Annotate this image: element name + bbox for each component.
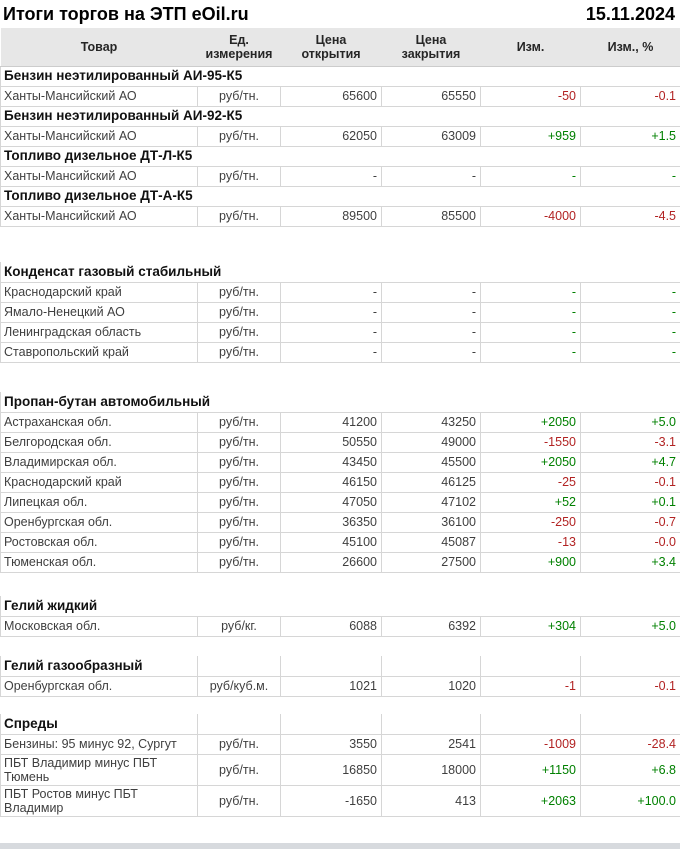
column-header: Изм. bbox=[481, 28, 581, 66]
change-cell: -250 bbox=[481, 512, 581, 532]
table-row bbox=[1, 342, 680, 362]
close-price-cell: - bbox=[382, 322, 481, 342]
unit-cell: руб/тн. bbox=[198, 412, 281, 432]
unit-cell: руб/тн. bbox=[198, 166, 281, 186]
table-row bbox=[1, 126, 680, 146]
spacer-cell bbox=[1, 226, 680, 262]
change-pct-cell: -0.1 bbox=[581, 676, 680, 696]
close-price-cell: 18000 bbox=[382, 754, 481, 785]
close-price-cell: - bbox=[382, 166, 481, 186]
product-cell: Ханты-Мансийский АО bbox=[1, 86, 198, 106]
change-cell: +900 bbox=[481, 552, 581, 572]
change-pct-cell: +1.5 bbox=[581, 126, 680, 146]
product-cell: Краснодарский край bbox=[1, 282, 198, 302]
section-row bbox=[1, 596, 680, 616]
section-row bbox=[1, 66, 680, 86]
change-cell: +304 bbox=[481, 616, 581, 636]
unit-cell: руб/тн. bbox=[198, 452, 281, 472]
unit-cell: руб/тн. bbox=[198, 86, 281, 106]
section-empty-cell bbox=[382, 714, 481, 734]
section-label: Бензин неэтилированный АИ-95-К5 bbox=[1, 66, 680, 86]
open-price-cell: 50550 bbox=[281, 432, 382, 452]
section-label: Конденсат газовый стабильный bbox=[1, 262, 680, 282]
table-row bbox=[1, 532, 680, 552]
product-cell: Оренбургская обл. bbox=[1, 512, 198, 532]
product-cell: Бензины: 95 минус 92, Сургут bbox=[1, 734, 198, 754]
section-empty-cell bbox=[281, 656, 382, 676]
open-price-cell: 46150 bbox=[281, 472, 382, 492]
spacer-cell bbox=[1, 636, 680, 656]
change-pct-cell: +5.0 bbox=[581, 616, 680, 636]
titlebar bbox=[0, 0, 680, 28]
open-price-cell: 1021 bbox=[281, 676, 382, 696]
close-price-cell: - bbox=[382, 302, 481, 322]
product-cell: Ямало-Ненецкий АО bbox=[1, 302, 198, 322]
unit-cell: руб/тн. bbox=[198, 126, 281, 146]
change-cell: - bbox=[481, 166, 581, 186]
column-header: Ед. измерения bbox=[198, 28, 281, 66]
product-cell: Ханты-Мансийский АО bbox=[1, 206, 198, 226]
change-cell: -25 bbox=[481, 472, 581, 492]
change-cell: -1550 bbox=[481, 432, 581, 452]
change-pct-cell: +3.4 bbox=[581, 552, 680, 572]
change-pct-cell: - bbox=[581, 166, 680, 186]
unit-cell: руб/кг. bbox=[198, 616, 281, 636]
product-cell: Липецкая обл. bbox=[1, 492, 198, 512]
product-cell: Московская обл. bbox=[1, 616, 198, 636]
table-row bbox=[1, 734, 680, 754]
section-empty-cell bbox=[481, 656, 581, 676]
change-pct-cell: -0.1 bbox=[581, 472, 680, 492]
section-label: Топливо дизельное ДТ-А-К5 bbox=[1, 186, 680, 206]
results-table bbox=[0, 28, 680, 817]
header-row bbox=[1, 28, 680, 66]
open-price-cell: 45100 bbox=[281, 532, 382, 552]
unit-cell: руб/тн. bbox=[198, 785, 281, 816]
table-row bbox=[1, 616, 680, 636]
column-header: Изм., % bbox=[581, 28, 680, 66]
open-price-cell: 16850 bbox=[281, 754, 382, 785]
page-title: Итоги торгов на ЭТП eOil.ru bbox=[3, 4, 249, 24]
close-price-cell: 45087 bbox=[382, 532, 481, 552]
column-header: Цена закрытия bbox=[382, 28, 481, 66]
section-row bbox=[1, 186, 680, 206]
section-empty-cell bbox=[581, 656, 680, 676]
spacer-cell bbox=[1, 572, 680, 596]
change-cell: - bbox=[481, 282, 581, 302]
open-price-cell: 47050 bbox=[281, 492, 382, 512]
close-price-cell: 1020 bbox=[382, 676, 481, 696]
table-row bbox=[1, 206, 680, 226]
unit-cell: руб/тн. bbox=[198, 552, 281, 572]
change-pct-cell: -28.4 bbox=[581, 734, 680, 754]
bottom-edge-strip bbox=[0, 843, 680, 849]
section-empty-cell bbox=[198, 714, 281, 734]
table-row bbox=[1, 166, 680, 186]
product-cell: Тюменская обл. bbox=[1, 552, 198, 572]
spacer-row bbox=[1, 696, 680, 714]
open-price-cell: 26600 bbox=[281, 552, 382, 572]
open-price-cell: -1650 bbox=[281, 785, 382, 816]
change-pct-cell: +0.1 bbox=[581, 492, 680, 512]
spacer-cell bbox=[1, 696, 680, 714]
table-row bbox=[1, 452, 680, 472]
change-cell: +2063 bbox=[481, 785, 581, 816]
table-row bbox=[1, 282, 680, 302]
close-price-cell: 45500 bbox=[382, 452, 481, 472]
report-date: 15.11.2024 bbox=[585, 4, 675, 24]
change-cell: -13 bbox=[481, 532, 581, 552]
change-pct-cell: -3.1 bbox=[581, 432, 680, 452]
open-price-cell: 41200 bbox=[281, 412, 382, 432]
close-price-cell: 2541 bbox=[382, 734, 481, 754]
change-pct-cell: +100.0 bbox=[581, 785, 680, 816]
change-pct-cell: +6.8 bbox=[581, 754, 680, 785]
close-price-cell: 65550 bbox=[382, 86, 481, 106]
change-pct-cell: -0.1 bbox=[581, 86, 680, 106]
change-cell: +959 bbox=[481, 126, 581, 146]
section-row bbox=[1, 146, 680, 166]
table-row bbox=[1, 552, 680, 572]
open-price-cell: 43450 bbox=[281, 452, 382, 472]
change-cell: -4000 bbox=[481, 206, 581, 226]
change-cell: -50 bbox=[481, 86, 581, 106]
product-cell: Краснодарский край bbox=[1, 472, 198, 492]
product-cell: ПБТ Ростов минус ПБТ Владимир bbox=[1, 785, 198, 816]
section-label: Бензин неэтилированный АИ-92-К5 bbox=[1, 106, 680, 126]
open-price-cell: - bbox=[281, 302, 382, 322]
section-label: Гелий газообразный bbox=[1, 656, 198, 676]
open-price-cell: 3550 bbox=[281, 734, 382, 754]
table-row bbox=[1, 322, 680, 342]
change-cell: +2050 bbox=[481, 412, 581, 432]
change-pct-cell: -0.0 bbox=[581, 532, 680, 552]
open-price-cell: 36350 bbox=[281, 512, 382, 532]
close-price-cell: 49000 bbox=[382, 432, 481, 452]
close-price-cell: - bbox=[382, 342, 481, 362]
section-label: Спреды bbox=[1, 714, 198, 734]
unit-cell: руб/тн. bbox=[198, 206, 281, 226]
unit-cell: руб/тн. bbox=[198, 492, 281, 512]
change-pct-cell: +5.0 bbox=[581, 412, 680, 432]
unit-cell: руб/тн. bbox=[198, 302, 281, 322]
unit-cell: руб/куб.м. bbox=[198, 676, 281, 696]
product-cell: ПБТ Владимир минус ПБТ Тюмень bbox=[1, 754, 198, 785]
column-header: Цена открытия bbox=[281, 28, 382, 66]
product-cell: Ростовская обл. bbox=[1, 532, 198, 552]
unit-cell: руб/тн. bbox=[198, 472, 281, 492]
open-price-cell: - bbox=[281, 322, 382, 342]
change-cell: +52 bbox=[481, 492, 581, 512]
close-price-cell: 413 bbox=[382, 785, 481, 816]
spacer-row bbox=[1, 572, 680, 596]
section-empty-cell bbox=[382, 656, 481, 676]
close-price-cell: 6392 bbox=[382, 616, 481, 636]
open-price-cell: 62050 bbox=[281, 126, 382, 146]
spacer-row bbox=[1, 636, 680, 656]
spacer-row bbox=[1, 226, 680, 262]
section-row bbox=[1, 656, 680, 676]
close-price-cell: 47102 bbox=[382, 492, 481, 512]
change-pct-cell: -4.5 bbox=[581, 206, 680, 226]
table-row bbox=[1, 432, 680, 452]
section-label: Топливо дизельное ДТ-Л-К5 bbox=[1, 146, 680, 166]
unit-cell: руб/тн. bbox=[198, 532, 281, 552]
product-cell: Ханты-Мансийский АО bbox=[1, 166, 198, 186]
unit-cell: руб/тн. bbox=[198, 734, 281, 754]
table-header bbox=[1, 28, 680, 66]
section-empty-cell bbox=[581, 714, 680, 734]
product-cell: Владимирская обл. bbox=[1, 452, 198, 472]
table-row bbox=[1, 785, 680, 816]
spacer-cell bbox=[1, 362, 680, 392]
table-row bbox=[1, 472, 680, 492]
section-label: Пропан-бутан автомобильный bbox=[1, 392, 680, 412]
section-empty-cell bbox=[481, 714, 581, 734]
product-cell: Оренбургская обл. bbox=[1, 676, 198, 696]
unit-cell: руб/тн. bbox=[198, 754, 281, 785]
section-empty-cell bbox=[198, 656, 281, 676]
close-price-cell: - bbox=[382, 282, 481, 302]
change-cell: - bbox=[481, 322, 581, 342]
unit-cell: руб/тн. bbox=[198, 322, 281, 342]
product-cell: Белгородская обл. bbox=[1, 432, 198, 452]
open-price-cell: - bbox=[281, 282, 382, 302]
section-empty-cell bbox=[281, 714, 382, 734]
change-cell: -1 bbox=[481, 676, 581, 696]
close-price-cell: 85500 bbox=[382, 206, 481, 226]
close-price-cell: 46125 bbox=[382, 472, 481, 492]
close-price-cell: 63009 bbox=[382, 126, 481, 146]
table-row bbox=[1, 492, 680, 512]
change-pct-cell: - bbox=[581, 342, 680, 362]
change-pct-cell: +4.7 bbox=[581, 452, 680, 472]
spacer-row bbox=[1, 362, 680, 392]
table-body bbox=[1, 66, 680, 816]
product-cell: Ханты-Мансийский АО bbox=[1, 126, 198, 146]
product-cell: Ставропольский край bbox=[1, 342, 198, 362]
section-row bbox=[1, 106, 680, 126]
table-row bbox=[1, 412, 680, 432]
change-cell: +1150 bbox=[481, 754, 581, 785]
table-row bbox=[1, 86, 680, 106]
unit-cell: руб/тн. bbox=[198, 432, 281, 452]
change-cell: -1009 bbox=[481, 734, 581, 754]
open-price-cell: 89500 bbox=[281, 206, 382, 226]
open-price-cell: 65600 bbox=[281, 86, 382, 106]
section-row bbox=[1, 262, 680, 282]
table-row bbox=[1, 302, 680, 322]
close-price-cell: 43250 bbox=[382, 412, 481, 432]
change-pct-cell: - bbox=[581, 282, 680, 302]
unit-cell: руб/тн. bbox=[198, 342, 281, 362]
open-price-cell: - bbox=[281, 166, 382, 186]
section-row bbox=[1, 392, 680, 412]
change-cell: - bbox=[481, 342, 581, 362]
unit-cell: руб/тн. bbox=[198, 512, 281, 532]
table-row bbox=[1, 512, 680, 532]
table-row bbox=[1, 676, 680, 696]
close-price-cell: 27500 bbox=[382, 552, 481, 572]
open-price-cell: - bbox=[281, 342, 382, 362]
product-cell: Ленинградская область bbox=[1, 322, 198, 342]
close-price-cell: 36100 bbox=[382, 512, 481, 532]
product-cell: Астраханская обл. bbox=[1, 412, 198, 432]
change-cell: +2050 bbox=[481, 452, 581, 472]
change-pct-cell: -0.7 bbox=[581, 512, 680, 532]
section-label: Гелий жидкий bbox=[1, 596, 680, 616]
column-header: Товар bbox=[1, 28, 198, 66]
change-cell: - bbox=[481, 302, 581, 322]
unit-cell: руб/тн. bbox=[198, 282, 281, 302]
open-price-cell: 6088 bbox=[281, 616, 382, 636]
change-pct-cell: - bbox=[581, 302, 680, 322]
change-pct-cell: - bbox=[581, 322, 680, 342]
section-row bbox=[1, 714, 680, 734]
table-row bbox=[1, 754, 680, 785]
